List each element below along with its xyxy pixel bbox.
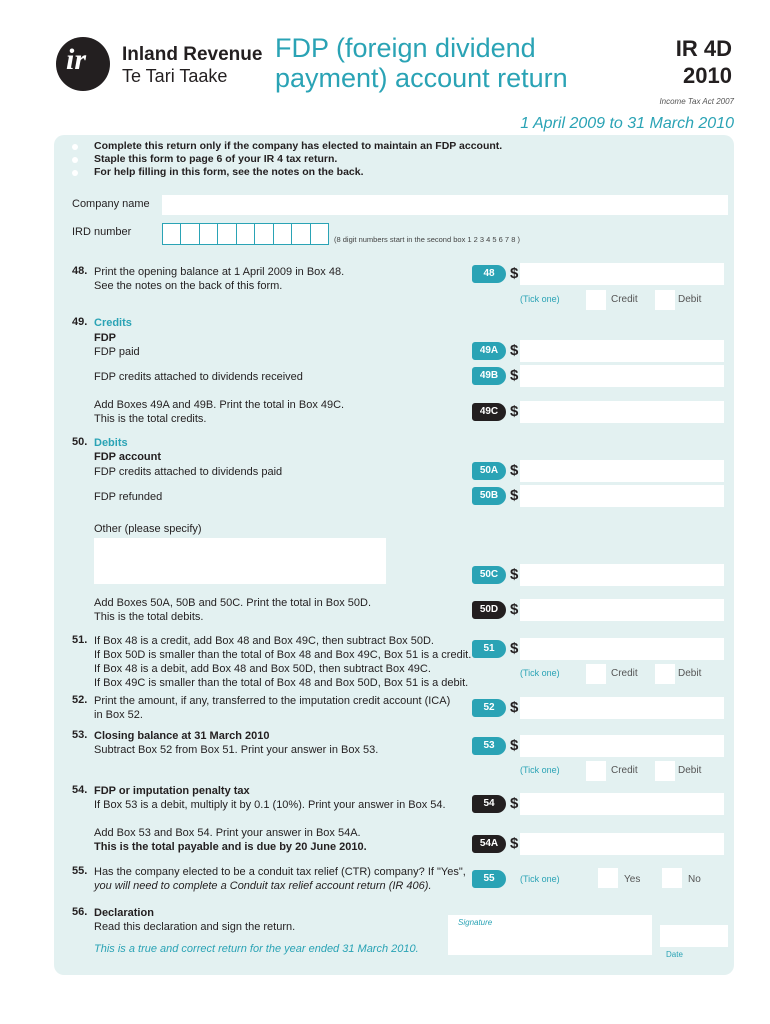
q53-text: Closing balance at 31 March 2010 Subtract Box 52 from Box 51. Print your answer in Box 53. xyxy=(94,730,379,756)
debit-label: Debit xyxy=(678,294,702,305)
box-49b-amount[interactable] xyxy=(520,365,724,387)
q56-text: Declaration Read this declaration and sign the return. xyxy=(94,907,296,933)
dollar-sign: $ xyxy=(510,699,519,716)
box-55-label: 55 xyxy=(472,870,506,888)
other-specify-field[interactable] xyxy=(94,538,386,584)
box-51-debit-checkbox[interactable] xyxy=(655,664,675,684)
dollar-sign: $ xyxy=(510,566,519,583)
q55-text: Has the company elected to be a conduit tax relief (CTR) company? If "Yes", you will need to complete a Conduit tax relief account return (IR 406). xyxy=(94,866,466,892)
q50b-label: FDP refunded xyxy=(94,491,163,503)
declaration-statement: This is a true and correct return for the year ended 31 March 2010. xyxy=(94,943,419,955)
box-49b-label: 49B xyxy=(472,367,506,385)
box-52-amount[interactable] xyxy=(520,697,724,719)
q54a-text: Add Box 53 and Box 54. Print your answer in Box 54A. This is the total payable and is due by 20 June 2010. xyxy=(94,827,367,853)
box-49a-label: 49A xyxy=(472,342,506,360)
dollar-sign: $ xyxy=(510,265,519,282)
box-53-label: 53 xyxy=(472,737,506,755)
ird-number-field[interactable] xyxy=(162,223,328,245)
box-53-credit-checkbox[interactable] xyxy=(586,761,606,781)
no-label: No xyxy=(688,874,701,885)
signature-label: Signature xyxy=(458,918,493,927)
form-title: FDP (foreign dividend payment) account return xyxy=(275,33,568,93)
box-48-debit-checkbox[interactable] xyxy=(655,290,675,310)
bullet-icon xyxy=(72,157,78,163)
bullet-icon xyxy=(72,144,78,150)
q55-number: 55. xyxy=(72,865,88,877)
box-50a-label: 50A xyxy=(472,462,506,480)
credit-label: Credit xyxy=(611,294,638,305)
q50a-label: FDP credits attached to dividends paid xyxy=(94,466,283,478)
credit-label: Credit xyxy=(611,668,638,679)
q50-other-label: Other (please specify) xyxy=(94,523,202,535)
credit-label: Credit xyxy=(611,765,638,776)
q52-number: 52. xyxy=(72,694,88,706)
dollar-sign: $ xyxy=(510,342,519,359)
q53-number: 53. xyxy=(72,729,88,741)
org-name-maori: Te Tari Taake xyxy=(122,66,228,86)
instruction: Staple this form to page 6 of your IR 4 tax return. xyxy=(94,153,338,165)
form-code-text: IR 4D xyxy=(675,36,732,61)
tick-one-hint: (Tick one) xyxy=(520,668,560,678)
date-field[interactable] xyxy=(660,925,728,947)
box-55-no-checkbox[interactable] xyxy=(662,868,682,888)
q49c-text: Add Boxes 49A and 49B. Print the total in Box 49C. This is the total credits. xyxy=(94,399,345,425)
dollar-sign: $ xyxy=(510,367,519,384)
dollar-sign: $ xyxy=(510,795,519,812)
dollar-sign: $ xyxy=(510,601,519,618)
box-51-label: 51 xyxy=(472,640,506,658)
box-50c-label: 50C xyxy=(472,566,506,584)
form-code xyxy=(640,35,732,89)
debit-label: Debit xyxy=(678,668,702,679)
q49-title: Credits xyxy=(94,317,132,329)
dollar-sign: $ xyxy=(510,835,519,852)
box-49a-amount[interactable] xyxy=(520,340,724,362)
box-53-amount[interactable] xyxy=(520,735,724,757)
q50-subtitle: FDP account xyxy=(94,451,162,463)
q49b-label: FDP credits attached to dividends received xyxy=(94,371,303,383)
yes-label: Yes xyxy=(624,874,641,885)
box-50d-amount[interactable] xyxy=(520,599,724,621)
box-48-label: 48 xyxy=(472,265,506,283)
box-50c-amount[interactable] xyxy=(520,564,724,586)
tick-one-hint: (Tick one) xyxy=(520,765,560,775)
company-name-label: Company name xyxy=(72,198,150,210)
box-49c-label: 49C xyxy=(472,403,506,421)
q56-number: 56. xyxy=(72,906,88,918)
q49-number: 49. xyxy=(72,316,88,328)
q50-number: 50. xyxy=(72,436,88,448)
org-name: Inland Revenue xyxy=(122,44,263,65)
instruction: Complete this return only if the company has elected to maintain an FDP account. xyxy=(94,140,503,152)
dollar-sign: $ xyxy=(510,640,519,657)
box-54-label: 54 xyxy=(472,795,506,813)
instruction: For help filling in this form, see the notes on the back. xyxy=(94,166,364,178)
box-55-yes-checkbox[interactable] xyxy=(598,868,618,888)
box-48-credit-checkbox[interactable] xyxy=(586,290,606,310)
box-48-amount[interactable] xyxy=(520,263,724,285)
box-50b-amount[interactable] xyxy=(520,485,724,507)
dollar-sign: $ xyxy=(510,462,519,479)
bullet-icon xyxy=(72,170,78,176)
box-49c-amount[interactable] xyxy=(520,401,724,423)
dollar-sign: $ xyxy=(510,403,519,420)
box-53-debit-checkbox[interactable] xyxy=(655,761,675,781)
dollar-sign: $ xyxy=(510,737,519,754)
q49a-label: FDP paid xyxy=(94,346,140,358)
act-reference: Income Tax Act 2007 xyxy=(659,97,734,106)
date-label: Date xyxy=(666,950,683,959)
box-50b-label: 50B xyxy=(472,487,506,505)
ird-number-note: (8 digit numbers start in the second box 1 2 3 4 5 6 7 8 ) xyxy=(334,235,520,244)
q54-text: FDP or imputation penalty tax If Box 53 is a debit, multiply it by 0.1 (10%). Print your answer in Box 54. xyxy=(94,785,446,811)
return-period: 1 April 2009 to 31 March 2010 xyxy=(520,115,734,132)
ird-logo: ir xyxy=(56,37,110,91)
box-50a-amount[interactable] xyxy=(520,460,724,482)
form-year: 2010 xyxy=(683,63,732,88)
debit-label: Debit xyxy=(678,765,702,776)
q50d-text: Add Boxes 50A, 50B and 50C. Print the total in Box 50D. This is the total debits. xyxy=(94,597,372,623)
box-50d-label: 50D xyxy=(472,601,506,619)
tick-one-hint: (Tick one) xyxy=(520,874,560,884)
ird-number-label: IRD number xyxy=(72,226,132,238)
q54-number: 54. xyxy=(72,784,88,796)
box-51-credit-checkbox[interactable] xyxy=(586,664,606,684)
box-54a-amount[interactable] xyxy=(520,833,724,855)
q48-text: Print the opening balance at 1 April 2009 in Box 48. See the notes on the back of this form. xyxy=(94,266,345,292)
box-52-label: 52 xyxy=(472,699,506,717)
q51-number: 51. xyxy=(72,634,88,646)
q52-text: Print the amount, if any, transferred to the imputation credit account (ICA) in Box 52. xyxy=(94,695,451,721)
q48-number: 48. xyxy=(72,265,88,277)
box-54-amount[interactable] xyxy=(520,793,724,815)
box-51-amount[interactable] xyxy=(520,638,724,660)
company-name-field[interactable] xyxy=(162,195,728,215)
dollar-sign: $ xyxy=(510,487,519,504)
q49-subtitle: FDP xyxy=(94,332,116,344)
q50-title: Debits xyxy=(94,437,128,449)
q51-text: If Box 48 is a credit, add Box 48 and Box 49C, then subtract Box 50D. If Box 50D is smaller than the total of Box 48 and Box 49C, Box 51 is a credit. If Box 48 is a debit, add Box 48 and Box 50D, then subtract Box 49C. If Box 49C is smaller than the total of Box 48 and Box 50D, Box 51 is a debit. xyxy=(94,635,472,689)
box-54a-label: 54A xyxy=(472,835,506,853)
tick-one-hint: (Tick one) xyxy=(520,294,560,304)
